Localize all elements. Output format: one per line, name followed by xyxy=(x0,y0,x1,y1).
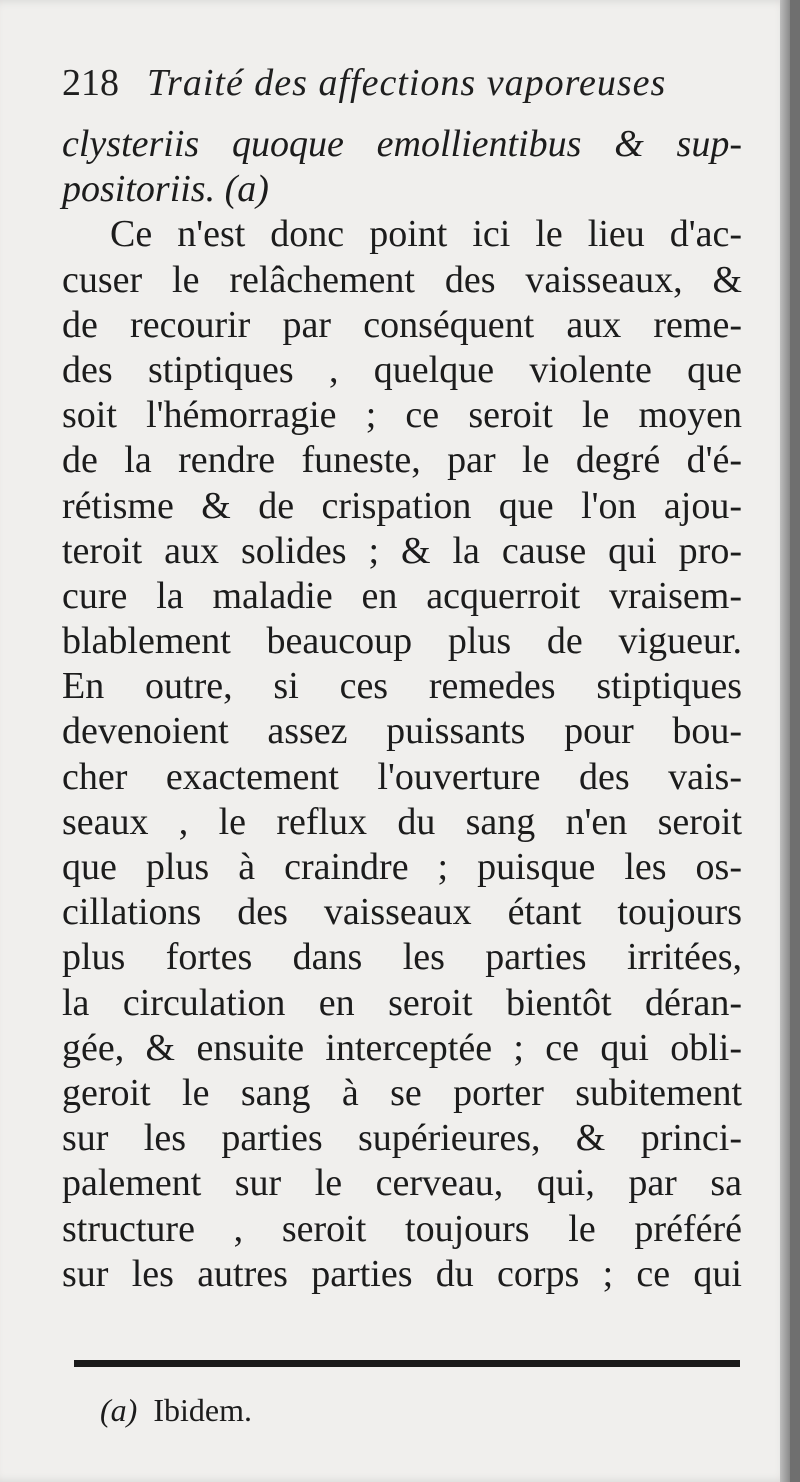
text-line: la circulation en seroit bientôt déran- xyxy=(62,981,742,1024)
body-text xyxy=(62,122,742,1297)
page-number: 218 xyxy=(62,62,119,104)
text-line: blablement beaucoup plus de vigueur. xyxy=(62,620,742,663)
text-line: de la rendre funeste, par le degré d'é- xyxy=(62,439,742,482)
running-head: Traité des affections vaporeuses xyxy=(147,62,667,104)
text-line: cher exactement l'ouverture des vais- xyxy=(62,755,742,798)
text-line: de recourir par conséquent aux reme- xyxy=(62,303,742,346)
text-line: clysteriis quoque emollientibus & sup- xyxy=(62,123,742,165)
text-line: rétisme & de crispation que l'on ajou- xyxy=(62,484,742,527)
text-line: soit l'hémorragie ; ce seroit le moyen xyxy=(62,394,742,437)
footnote-mark: (a) xyxy=(100,1392,138,1428)
text-line: teroit aux solides ; & la cause qui pro- xyxy=(62,529,742,572)
text-line: En outre, si ces remedes stiptiques xyxy=(62,665,742,708)
text-line: devenoient assez puissants pour bou- xyxy=(62,710,742,753)
footnote xyxy=(100,1390,252,1430)
text-line: palement sur le cerveau, qui, par sa xyxy=(62,1162,742,1205)
text-line: des stiptiques , quelque violente que xyxy=(62,348,742,391)
page-header xyxy=(62,60,666,106)
text-line: sur les autres parties du corps ; ce qui xyxy=(62,1252,742,1295)
text-line: plus fortes dans les parties irritées, xyxy=(62,936,742,979)
text-line: sur les parties supérieures, & princi- xyxy=(62,1117,742,1160)
text-line: positoriis. (a) xyxy=(62,168,269,211)
footnote-divider xyxy=(74,1360,740,1367)
page-edge-shadow xyxy=(780,0,790,1482)
text-line: structure , seroit toujours le préféré xyxy=(62,1207,742,1250)
text-line: seaux , le reflux du sang n'en seroit xyxy=(62,800,742,843)
text-line: geroit le sang à se porter subitement xyxy=(62,1071,742,1114)
text-line: cuser le relâchement des vaisseaux, & xyxy=(62,258,742,301)
text-line: cure la maladie en acquerroit vraisem- xyxy=(62,574,742,617)
text-line: gée, & ensuite interceptée ; ce qui obli- xyxy=(62,1026,742,1069)
text-line: cillations des vaisseaux étant toujours xyxy=(62,891,742,934)
footnote-text: Ibidem. xyxy=(153,1392,252,1428)
text-line: que plus à craindre ; puisque les os- xyxy=(62,846,742,888)
paragraph-start-line: Ce n'est donc point ici le lieu d'ac- xyxy=(110,213,742,256)
